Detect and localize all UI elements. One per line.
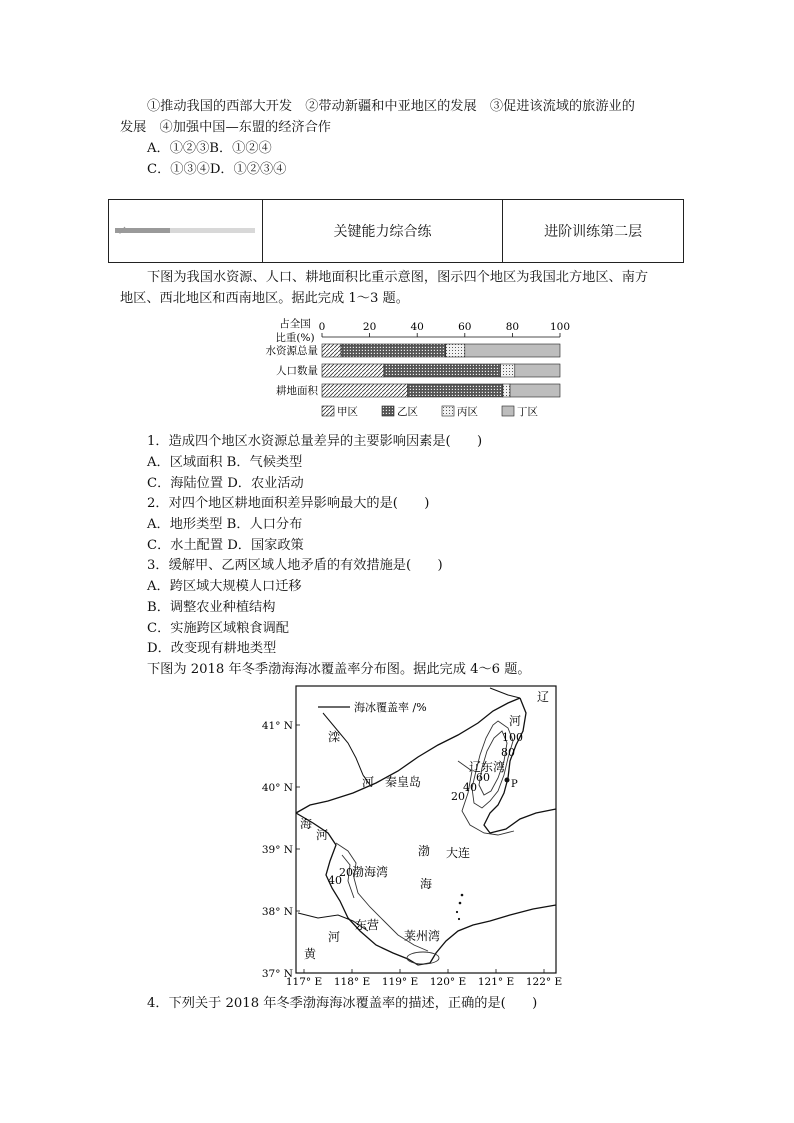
- bar-segment: [503, 384, 510, 397]
- legend-swatch: [502, 406, 514, 416]
- svg-text:40: 40: [463, 781, 477, 794]
- lon-label: 120° E: [429, 976, 467, 988]
- svg-text:40: 40: [328, 874, 342, 887]
- legend-swatch: [442, 406, 454, 416]
- bar-segment: [341, 344, 446, 357]
- x-tick-label: 40: [410, 321, 424, 333]
- question-3-option-a: A．跨区域大规模人口迁移: [147, 579, 302, 594]
- lat-label: 40° N: [261, 782, 293, 794]
- svg-text:黄: 黄: [304, 947, 317, 961]
- lat-label: 38° N: [261, 906, 293, 918]
- north-coastline: [296, 698, 520, 813]
- svg-text:100: 100: [502, 731, 523, 744]
- x-tick-label: 100: [549, 321, 570, 333]
- progress-bar-icon: [115, 226, 255, 236]
- svg-text:20: 20: [451, 790, 465, 803]
- bar-segment: [384, 364, 501, 377]
- question-1-options-cd: C．海陆位置 D．农业活动: [147, 476, 304, 491]
- label-liaodongwan: 辽东湾: [469, 760, 506, 774]
- map-legend: 海冰覆盖率 /%: [354, 701, 427, 714]
- lat-label: 39° N: [261, 844, 293, 856]
- question-4: 4．下列关于 2018 年冬季渤海海冰覆盖率的描述，正确的是( ): [147, 996, 538, 1011]
- category-label: 耕地面积: [276, 385, 318, 397]
- lat-label: 41° N: [261, 720, 293, 732]
- question-3-option-d: D．改变现有耕地类型: [147, 641, 277, 656]
- intro-options-cd: C．①③④D．①②③④: [147, 162, 287, 177]
- bar-segment: [446, 344, 465, 357]
- x-tick-label: 20: [362, 321, 377, 333]
- question-3-option-b: B．调整农业种植结构: [147, 600, 276, 615]
- category-label: 人口数量: [276, 365, 318, 377]
- progress-logo-cell: [109, 200, 263, 262]
- svg-text:河: 河: [362, 775, 375, 789]
- label-laizhouwan: 莱州湾: [404, 929, 441, 943]
- lon-label: 118° E: [333, 976, 371, 988]
- lon-label: 122° E: [525, 976, 563, 988]
- svg-text:60: 60: [476, 771, 490, 784]
- bar-segment: [465, 344, 560, 357]
- bohai-sea-ice-map: [258, 683, 568, 988]
- question-2-options-cd: C．水土配置 D．国家政策: [147, 538, 304, 553]
- y-label-line1: 占全国: [279, 318, 311, 330]
- svg-text:辽: 辽: [537, 690, 550, 704]
- question-2: 2．对四个地区耕地面积差异影响最大的是( ): [147, 496, 430, 511]
- question-2-options-ab: A．地形类型 B．人口分布: [147, 517, 303, 532]
- svg-text:河: 河: [328, 930, 341, 944]
- legend-label: 甲区: [337, 406, 358, 418]
- svg-text:P: P: [511, 779, 518, 790]
- passage-2: 下图为 2018 年冬季渤海海冰覆盖率分布图。据此完成 4～6 题。: [147, 662, 531, 677]
- label-dalian: 大连: [446, 846, 471, 860]
- lat-label: 37° N: [261, 968, 293, 980]
- label-dongying: 东营: [355, 918, 380, 932]
- bar-segment: [501, 364, 515, 377]
- intro-line-2: 发展 ④加强中国—东盟的经济合作: [120, 120, 331, 135]
- x-tick-label: 80: [505, 321, 520, 333]
- legend-label: 丙区: [457, 406, 478, 418]
- contour-laizhouwan: [407, 952, 439, 964]
- x-tick-label: 60: [458, 321, 472, 333]
- bar-segment: [510, 384, 560, 397]
- bar-segment: [322, 344, 341, 357]
- label-qinhuangdao: 秦皇岛: [385, 775, 422, 789]
- stacked-bar-chart: [250, 316, 570, 426]
- y-label-line2: 比重(%): [275, 332, 315, 344]
- svg-text:80: 80: [501, 746, 515, 759]
- category-label: 水资源总量: [265, 345, 318, 357]
- svg-text:海: 海: [420, 877, 433, 891]
- bar-segment: [322, 384, 408, 397]
- svg-text:海: 海: [300, 817, 313, 831]
- passage1-line-2: 地区、西北地区和西南地区。据此完成 1～3 题。: [120, 291, 409, 306]
- question-1: 1．造成四个地区水资源总量差异的主要影响因素是( ): [147, 434, 483, 449]
- svg-text:20: 20: [339, 866, 353, 879]
- table-level: 进阶训练第二层: [544, 224, 643, 240]
- bar-segment: [322, 364, 384, 377]
- liao-river: [490, 688, 520, 698]
- passage1-line-1: 下图为我国水资源、人口、耕地面积比重示意图，图示四个地区为我国北方地区、南方: [147, 270, 649, 285]
- legend-swatch: [382, 406, 394, 416]
- x-tick-label: 0: [318, 321, 326, 333]
- svg-text:河: 河: [509, 714, 522, 728]
- table-title: 关键能力综合练: [263, 200, 504, 262]
- lon-label: 119° E: [381, 976, 419, 988]
- bar-segment: [515, 364, 560, 377]
- question-3-option-c: C．实施跨区域粮食调配: [147, 621, 289, 636]
- legend-label: 丁区: [517, 406, 538, 418]
- svg-text:滦: 滦: [328, 730, 341, 744]
- question-1-options-ab: A．区域面积 B．气候类型: [147, 455, 303, 470]
- section-header-table: [108, 199, 684, 263]
- label-bohaiwan: 渤海湾: [352, 865, 389, 879]
- point-p-marker: [505, 778, 510, 783]
- intro-options-ab: A．①②③B．①②④: [147, 141, 272, 156]
- intro-line-1: ①推动我国的西部大开发 ②带动新疆和中亚地区的发展 ③促进该流域的旅游业的: [147, 99, 635, 114]
- legend-swatch: [322, 406, 334, 416]
- bar-segment: [408, 384, 503, 397]
- question-3: 3．缓解甲、乙两区域人地矛盾的有效措施是( ): [147, 558, 443, 573]
- legend-label: 乙区: [397, 406, 418, 418]
- lon-label: 121° E: [477, 976, 515, 988]
- svg-text:河: 河: [316, 828, 329, 842]
- lon-label: 117° E: [285, 976, 323, 988]
- svg-text:渤: 渤: [418, 844, 431, 858]
